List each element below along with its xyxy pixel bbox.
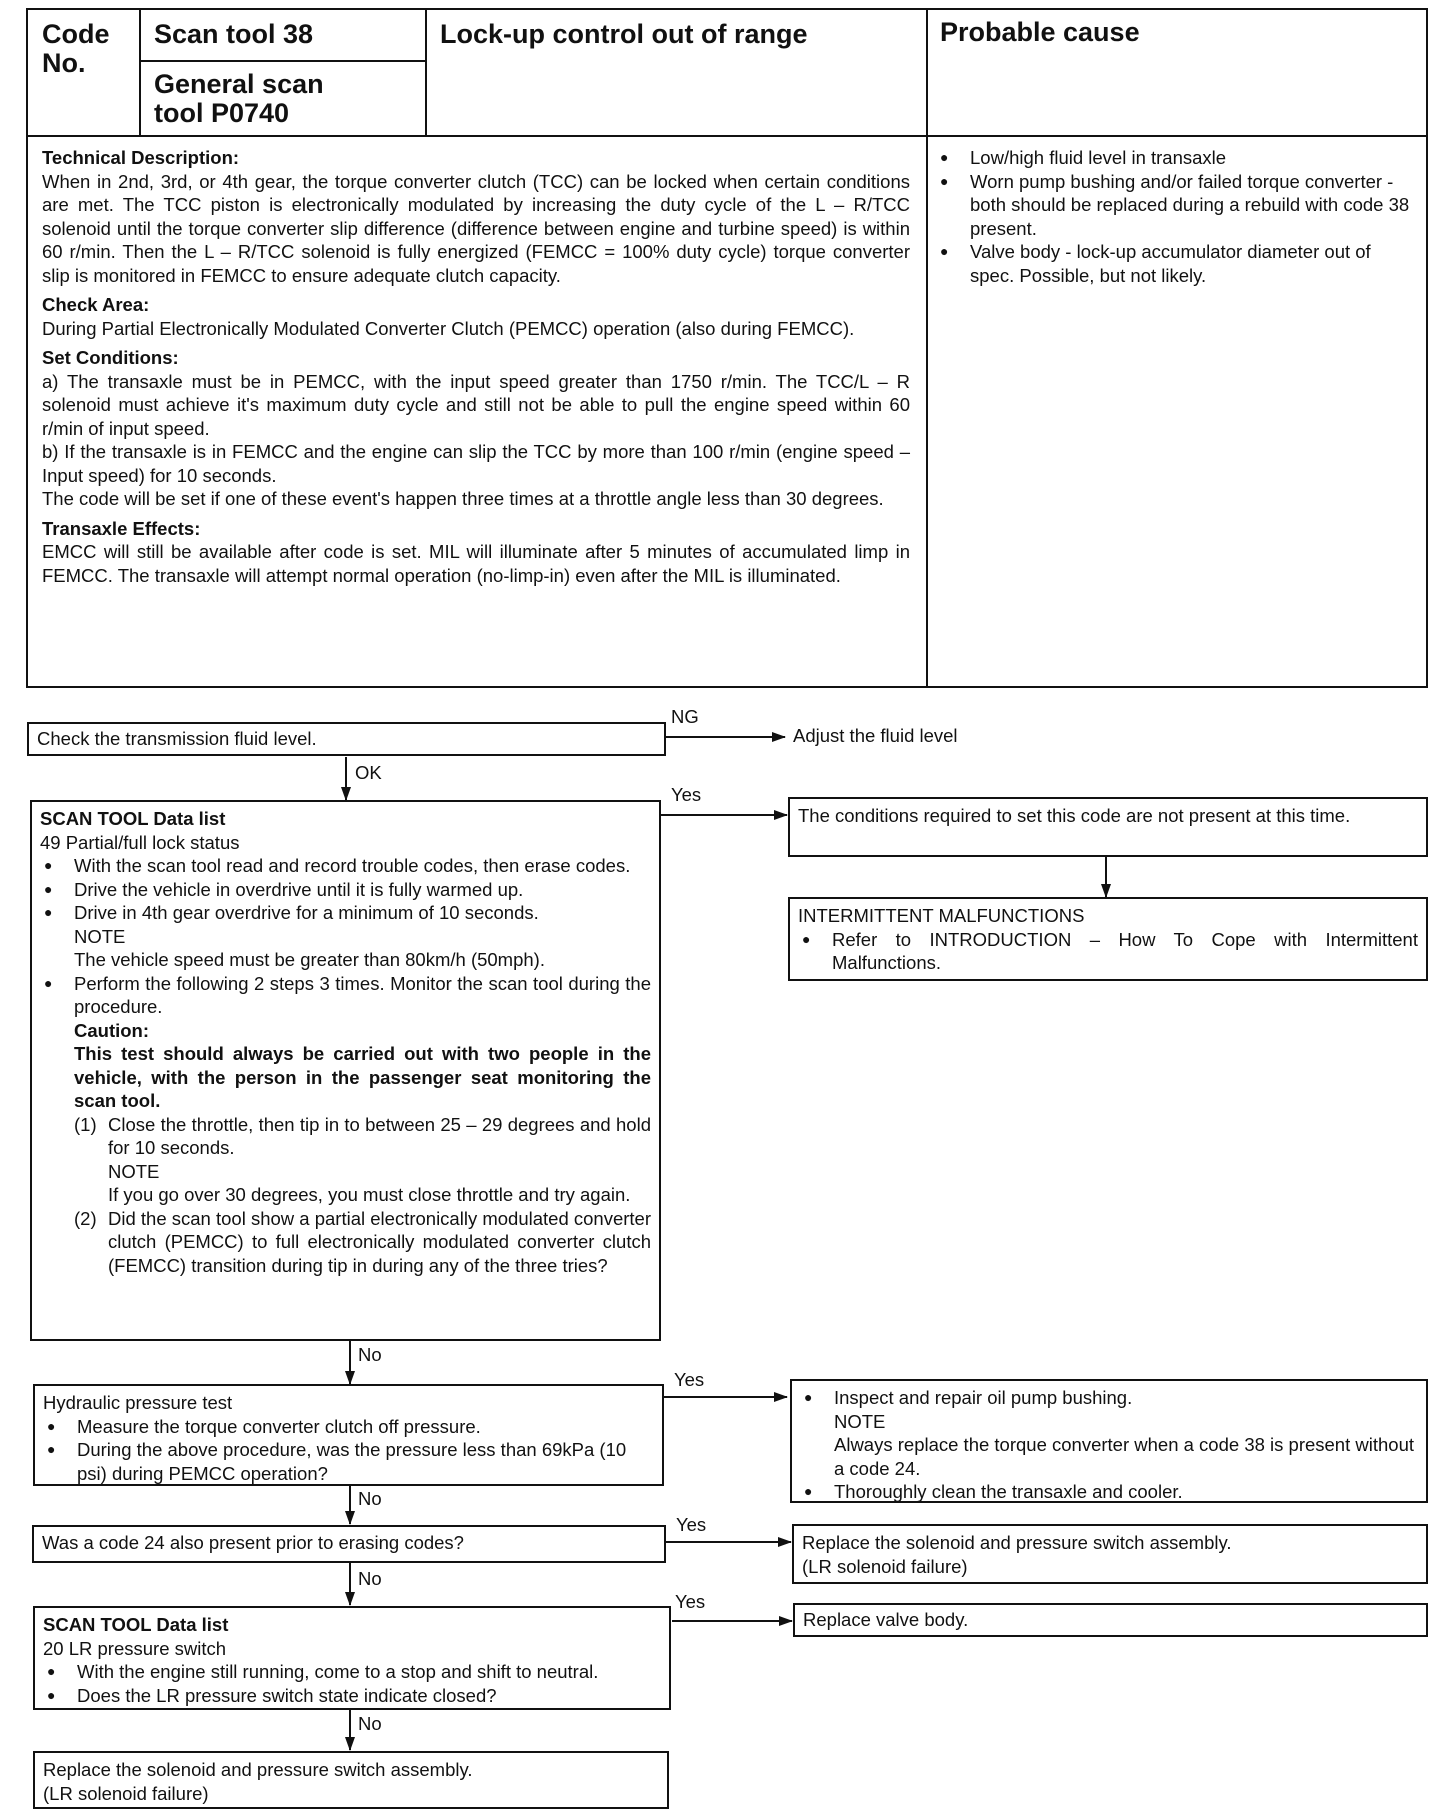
step-1-number: (1) [74,1113,97,1135]
probable-cause-title: Probable cause [940,17,1140,47]
hydraulic-test-title: Hydraulic pressure test [43,1392,233,1413]
list-item: ● Thoroughly clean the transaxle and cooler. [800,1480,1418,1504]
yes-label-2: Yes [674,1369,705,1390]
transaxle-effects-title: Transaxle Effects: [42,517,201,539]
note-label: NOTE [108,1160,160,1182]
cause-item: ● Low/high fluid level in transaxle [936,146,1418,170]
replace-solenoid-box-2 [33,1751,669,1809]
yes-label-4: Yes [675,1591,706,1612]
scan-tool-20-steps [43,1660,661,1707]
replace-solenoid-cause-2: (LR solenoid failure) [43,1782,209,1804]
code-no-label: Code No. [42,19,110,78]
step-1: (1) Close the throttle, then tip in to between 25 – 29 degrees and hold for 10 seconds. NOTE If you go over 30 degrees, you must close throttle and try again. [74,1113,651,1205]
scan-tool-20-title: SCAN TOOL Data list [43,1614,229,1635]
code-24-box [32,1525,666,1563]
note-label: NOTE [74,925,126,947]
inspect-list [800,1386,1418,1504]
not-present-text: The conditions required to set this code are not present at this time. [798,805,1351,826]
set-condition-a: a) The transaxle must be in PEMCC, with the input speed greater than 1750 r/min. The TCC/L – R solenoid must achieve it's maximum duty cycle and still not be able to pull the engine speed within 60 r/min of input speed. [42,370,910,439]
yes-label-3: Yes [676,1514,707,1535]
intermittent-box [788,897,1428,981]
hydraulic-test-steps [43,1415,654,1486]
technical-description-title: Technical Description: [42,147,240,168]
ng-label: NG [671,706,699,727]
check-fluid-box [27,722,666,756]
no-label-2: No [358,1488,382,1509]
replace-solenoid-cause-1: (LR solenoid failure) [802,1555,968,1577]
list-item: ● With the engine still running, come to a stop and shift to neutral. [43,1660,661,1684]
check-area-text: During Partial Electronically Modulated Converter Clutch (PEMCC) operation (also during FEMCC). [42,317,855,339]
yes-label-1: Yes [671,784,702,805]
scan-tool-20-subtitle: 20 LR pressure switch [43,1637,227,1659]
replace-solenoid-box-1 [792,1524,1428,1584]
list-item: ● Inspect and repair oil pump bushing. NOTE Always replace the torque converter when a code 38 is present without a code 24. [800,1386,1418,1480]
set-conditions-title: Set Conditions: [42,347,179,368]
list-item: ● During the above procedure, was the pressure less than 69kPa (10 psi) during PEMCC operation? [43,1438,654,1485]
step-2-number: (2) [74,1207,97,1229]
scan-tool-49-subtitle: 49 Partial/full lock status [40,831,240,853]
no-label-3: No [358,1568,382,1589]
scan-tool-code: Scan tool 38 [154,19,314,49]
not-present-box [788,797,1428,857]
list-item: ● With the scan tool read and record trouble codes, then erase codes. [40,854,651,878]
no-label-1: No [358,1344,382,1365]
check-area-title: Check Area: [42,294,150,315]
inspect-box [790,1379,1428,1503]
general-scan-tool-code: General scan tool P0740 [154,69,324,128]
scan-tool-49-steps [40,854,651,1277]
code-24-text: Was a code 24 also present prior to erasing codes? [42,1532,464,1553]
no-label-4: No [358,1713,382,1734]
note-text: The vehicle speed must be greater than 80km/h (50mph). [74,949,545,970]
cause-item: ● Valve body - lock-up accumulator diameter out of spec. Possible, but not likely. [936,240,1418,287]
replace-solenoid-text-2: Replace the solenoid and pressure switch assembly. [43,1759,473,1780]
list-item: ● Drive in 4th gear overdrive for a minimum of 10 seconds. NOTE The vehicle speed must be greater than 80km/h (50mph). [40,901,651,972]
list-item: ● Does the LR pressure switch state indicate closed? [43,1684,661,1708]
set-condition-note: The code will be set if one of these event's happen three times at a throttle angle less than 30 degrees. [42,488,884,509]
scan-tool-49-title: SCAN TOOL Data list [40,808,226,829]
note-text: If you go over 30 degrees, you must close throttle and try again. [108,1184,631,1205]
note-label: NOTE [834,1410,886,1432]
list-item: ● Perform the following 2 steps 3 times. Monitor the scan tool during the procedure. Caution: This test should always be carried out with two people in the vehicle, with the person in the passenger seat monitoring the scan tool. (1) Close the throttle, then tip in to between 25 – 29 degrees and hold for 10 seconds. NOTE If you go over 30 degrees, you must close throttle and try again. (2) Did the scan tool show a partial electronically modulated converter clutch (PEMCC) to full electronically modulated converter clutch (FEMCC) transition during tip in during any of the three tries? [40,972,651,1278]
scan-tool-49-box [30,800,661,1341]
adjust-fluid-text: Adjust the fluid level [793,725,958,746]
transaxle-effects-text: EMCC will still be available after code is set. MIL will illuminate after 5 minutes of accumulated limp in FEMCC. The transaxle will attempt normal operation (no-limp-in) even after the MIL is illuminated. [42,541,910,586]
hydraulic-test-box [33,1384,664,1486]
caution-label: Caution: [74,1019,150,1041]
step-2: (2) Did the scan tool show a partial electronically modulated converter clutch (PEMCC) to full electronically modulated converter clutch (FEMCC) transition during tip in during any of the three tries? [74,1207,651,1276]
technical-description-text: When in 2nd, 3rd, or 4th gear, the torque converter clutch (TCC) can be locked when certain conditions are met. The TCC piston is electronically modulated by increasing the duty cycle of the L – R/TCC solenoid until the torque converter slip difference (difference between engine and turbine speed) is within 60 r/min. Then the L – R/TCC solenoid is fully energized (FEMCC = 100% duty cycle) torque converter slip is monitored in FEMCC to ensure adequate clutch capacity. [42,170,910,286]
note-text: Always replace the torque converter when a code 38 is present without a code 24. [834,1434,1414,1479]
replace-valve-body-text: Replace valve body. [803,1609,969,1630]
list-item: ● Measure the torque converter clutch off pressure. [43,1415,654,1439]
dtc-title: Lock-up control out of range [440,19,808,49]
intermittent-title: INTERMITTENT MALFUNCTIONS [798,905,1085,926]
set-condition-b: b) If the transaxle is in FEMCC and the engine can slip the TCC by more than 100 r/min (engine speed – Input speed) for 10 seconds. [42,441,910,486]
scan-tool-20-box [33,1606,671,1710]
intermittent-list [798,928,1418,975]
list-item: ● Drive the vehicle in overdrive until it is fully warmed up. [40,878,651,902]
check-fluid-text: Check the transmission fluid level. [37,728,317,749]
replace-solenoid-text-1: Replace the solenoid and pressure switch assembly. [802,1532,1232,1553]
cause-item: ● Worn pump bushing and/or failed torque converter - both should be replaced during a rebuild with code 38 present. [936,170,1418,241]
replace-valve-body-box [793,1603,1428,1637]
ok-label: OK [355,762,382,783]
caution-text: This test should always be carried out with two people in the vehicle, with the person in the passenger seat monitoring the scan tool. [74,1043,651,1111]
list-item: ● Refer to INTRODUCTION – How To Cope with Intermittent Malfunctions. [798,928,1418,975]
